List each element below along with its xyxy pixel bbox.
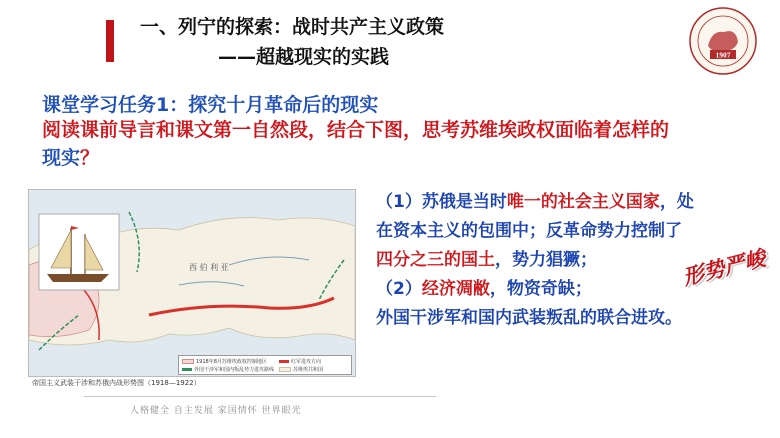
instruction-highlight: 现实 bbox=[42, 147, 81, 169]
war-situation-map bbox=[28, 189, 356, 377]
answer-highlight: 经济凋敝 bbox=[421, 279, 490, 299]
map-caption: 帝国主义武装干涉和苏俄内战形势图（1918—1922） bbox=[32, 379, 201, 387]
answer-text-span: ，物资奇缺； bbox=[489, 279, 592, 299]
legend-item: 1918年8月苏维埃政权控制地区 bbox=[182, 358, 267, 365]
legend-item: 苏维埃共和国 bbox=[279, 366, 323, 373]
school-logo bbox=[688, 6, 758, 76]
map-region-label: 西 伯 利 亚 bbox=[189, 263, 229, 272]
instruction-end: ？ bbox=[80, 147, 100, 169]
legend-item: 外国干涉军和国内叛乱势力进攻路线 bbox=[182, 366, 274, 373]
instruction-text bbox=[42, 116, 682, 172]
school-motto: 人格健全 自主发展 家国情怀 世界眼光 bbox=[130, 406, 302, 416]
map-legend bbox=[178, 355, 352, 375]
title-accent-bar bbox=[106, 20, 114, 62]
answer-text bbox=[376, 188, 694, 333]
legend-item: 红军进攻方向 bbox=[279, 358, 321, 365]
learning-task: 课堂学习任务1：探究十月革命后的现实 bbox=[42, 94, 379, 116]
footer-divider bbox=[84, 396, 436, 397]
answer-highlight: 唯一的社会主义国家 bbox=[506, 192, 660, 212]
answer-highlight: 四分之三的国土 bbox=[376, 250, 495, 270]
map-graphic bbox=[29, 190, 355, 376]
answer-text-span: （2） bbox=[376, 279, 422, 299]
answer-text-span: ，势力猖獗； bbox=[495, 250, 597, 270]
situation-stamp: 形势严峻 bbox=[680, 246, 768, 290]
svg-text:1907: 1907 bbox=[715, 50, 731, 60]
slide-title: 一、列宁的探索：战时共产主义政策 bbox=[140, 16, 445, 38]
answer-text-span: （1）苏俄是当时 bbox=[376, 192, 507, 212]
slide-subtitle: ——超越现实的实践 bbox=[218, 46, 390, 68]
answer-text-span: ，处在资本主义的包围中；反革命势力控制了 bbox=[376, 192, 694, 241]
instruction-part1: 阅读课前导言和课文第一自然段，结合下图，思考苏维埃政权面临着怎样的 bbox=[42, 119, 670, 141]
answer-text-span: 外国干涉军和国内武装叛乱的联合进攻。 bbox=[376, 308, 682, 328]
